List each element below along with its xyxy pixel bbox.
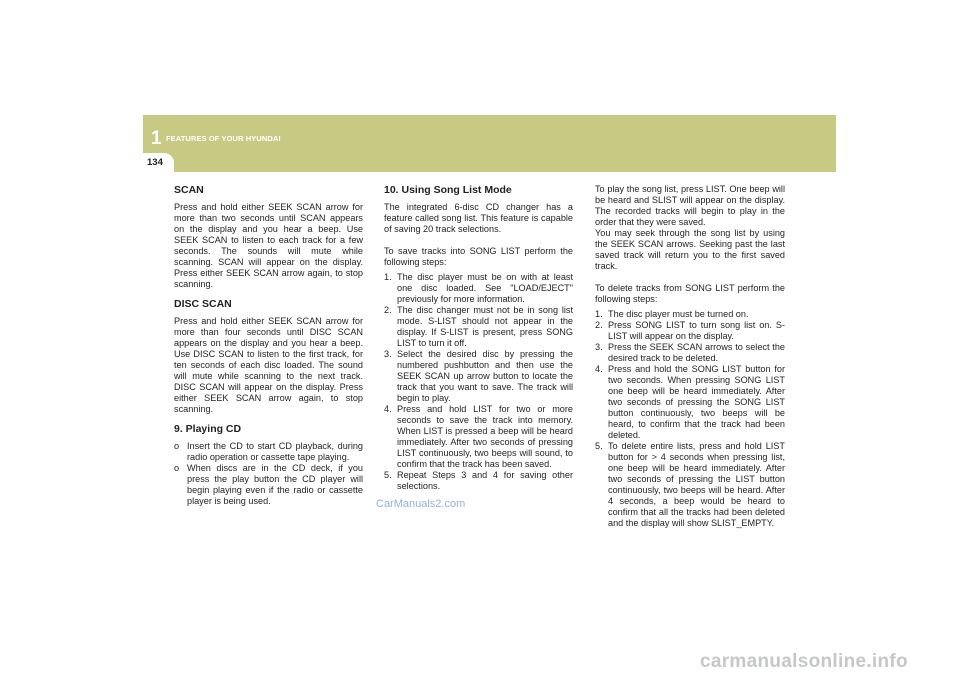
list-item xyxy=(174,463,363,507)
column-right xyxy=(595,184,785,529)
step-number: 3. xyxy=(595,342,603,352)
play-song-list-text: To play the song list, press LIST. One beep will be heard and SLIST will appear on the display. The recorded tracks will begin to play in the order that they were saved. xyxy=(595,184,785,227)
list-item xyxy=(384,272,573,305)
list-item-text: To delete entire lists, press and hold LIST button for > 4 seconds when pressing list, one beep will be heard immediately. After two seconds of pressing the LIST button continuously, two beeps will be heard. After 4 seconds, a beep would be heard to confirm that all the tracks had been deleted and the display will show SLIST_EMPTY. xyxy=(608,441,785,528)
list-item xyxy=(595,342,785,364)
list-item xyxy=(595,309,785,320)
save-steps-list xyxy=(384,272,573,492)
list-item-text: Press SONG LIST to turn song list on. S-LIST will appear on the display. xyxy=(608,320,785,341)
list-item-text: Select the desired disc by pressing the numbered pushbutton and then use the SEEK SCAN up arrow button to locate the track that you want to save. The track will begin to play. xyxy=(397,349,573,403)
scan-heading: SCAN xyxy=(174,184,204,196)
bullet-marker: o xyxy=(174,463,180,473)
header-band xyxy=(143,115,836,172)
disc-scan-heading: DISC SCAN xyxy=(174,298,232,310)
list-item-text: Insert the CD to start CD playback, during radio operation or cassette tape playing. xyxy=(187,441,363,462)
step-number: 2. xyxy=(384,305,392,315)
page-number: 134 xyxy=(147,157,163,168)
list-item-text: Press and hold the SONG LIST button for two seconds. When pressing SONG LIST one beep will be heard immediately. After two seconds of pressing the SONG LIST button continuously, two beeps will be heard, to confirm that the track had been deleted. xyxy=(608,364,785,440)
list-item xyxy=(174,441,363,463)
step-number: 5. xyxy=(384,470,392,480)
list-item xyxy=(384,470,573,492)
list-item-text: The disc player must be turned on. xyxy=(608,309,749,319)
save-intro: To save tracks into SONG LIST perform the following steps: xyxy=(384,246,573,267)
column-left xyxy=(174,184,363,507)
list-item-text: Press the SEEK SCAN arrows to select the desired track to be deleted. xyxy=(608,342,785,363)
step-number: 4. xyxy=(384,404,392,414)
list-item-text: The disc player must be on with at least one disc loaded. See "LOAD/EJECT" previously for more information. xyxy=(397,272,573,304)
list-item-text: Press and hold LIST for two or more seconds to save the track into memory. When LIST is pressed a beep will be heard immediately. After two seconds of pressing LIST continuously, two beeps will sound, to confirm that the track has been saved. xyxy=(397,404,573,469)
list-item xyxy=(595,320,785,342)
watermark-link[interactable]: CarManuals2.com xyxy=(376,498,466,510)
section-number: 1 xyxy=(151,128,162,149)
seek-song-list-text: You may seek through the song list by using the SEEK SCAN arrows. Seeking past the last saved track will return you to the first saved track. xyxy=(595,228,785,271)
list-item xyxy=(595,441,785,529)
playing-cd-heading: 9. Playing CD xyxy=(174,423,242,435)
step-number: 3. xyxy=(384,349,392,359)
playing-cd-list xyxy=(174,441,363,507)
list-item xyxy=(384,404,573,470)
song-list-heading: 10. Using Song List Mode xyxy=(384,184,512,196)
song-list-intro: The integrated 6-disc CD changer has a feature called song list. This feature is capable of saving 20 track selections. xyxy=(384,202,573,234)
list-item xyxy=(384,349,573,404)
step-number: 2. xyxy=(595,320,603,330)
list-item xyxy=(595,364,785,441)
watermark-footer: carmanualsonline.info xyxy=(700,651,908,672)
disc-scan-text: Press and hold either SEEK SCAN arrow for more than four seconds until DISC SCAN appears on the display and you hear a beep. Use DISC SCAN to listen to the first track, for ten seconds of each disc loaded. The sound will mute while scanning to the next track. DISC SCAN will appear on the display. Press either SEEK SCAN arrow again, to stop scanning. xyxy=(174,316,363,414)
list-item-text: The disc changer must not be in song list mode. S-LIST should not appear in the display. If S-LIST is present, press SONG LIST to turn it off. xyxy=(397,305,573,348)
list-item xyxy=(384,305,573,349)
column-middle xyxy=(384,184,573,492)
step-number: 5. xyxy=(595,441,603,451)
delete-intro: To delete tracks from SONG LIST perform the following steps: xyxy=(595,283,785,304)
list-item-text: Repeat Steps 3 and 4 for saving other selections. xyxy=(397,470,573,491)
step-number: 1. xyxy=(595,309,603,319)
scan-text: Press and hold either SEEK SCAN arrow for more than two seconds until SCAN appears on the display and you hear a beep. Use SEEK SCAN to listen to each track for a few seconds. The sounds will mute while scanning. SCAN will appear on the display. Press either SEEK SCAN arrow again, to stop scanning. xyxy=(174,202,363,289)
step-number: 1. xyxy=(384,272,392,282)
delete-steps-list xyxy=(595,309,785,529)
list-item-text: When discs are in the CD deck, if you press the play button the CD player will begin playing even if the radio or cassette player is being used. xyxy=(187,463,363,506)
step-number: 4. xyxy=(595,364,603,374)
bullet-marker: o xyxy=(174,441,180,451)
section-title: FEATURES OF YOUR HYUNDAI xyxy=(166,134,281,143)
